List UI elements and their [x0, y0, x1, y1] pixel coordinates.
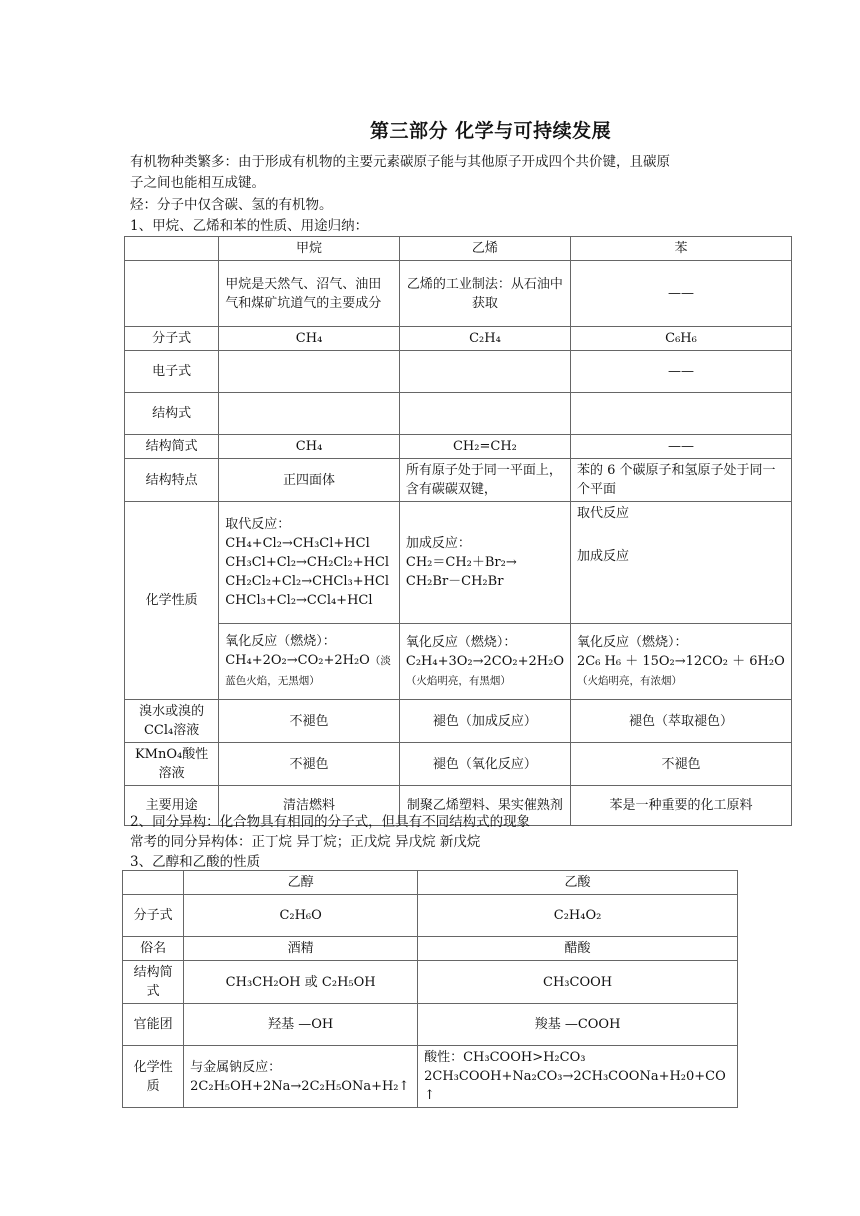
ethylene-addition	[399, 502, 570, 624]
ethylene-use: 制聚乙烯塑料、果实催熟剂	[399, 786, 570, 826]
benzene-oxidation	[570, 624, 791, 700]
ethylene-formula: C₂H₄	[399, 327, 570, 351]
alcohol-acid-table	[122, 870, 738, 1108]
acid-chem-eq: 2CH₃COOH+Na₂CO₃→2CH₃COONa+H₂0+CO	[424, 1069, 726, 1084]
intro-line-3: 烃：分子中仅含碳、氢的有机物。	[130, 197, 333, 213]
benzene-electron: ——	[570, 351, 791, 393]
methane-bromine: 不褪色	[219, 700, 400, 743]
header-ethanol: 乙醇	[184, 871, 418, 895]
ethanol-chem-title: 与金属钠反应：	[190, 1059, 282, 1075]
ethanol-common: 酒精	[184, 937, 418, 961]
ox-title: 氧化反应（燃烧）：	[225, 634, 336, 649]
benzene-structural	[570, 393, 791, 435]
methane-sub-eq: CH₄+Cl₂→CH₃Cl+HCl	[225, 536, 370, 551]
methane-sub-eq: CH₃Cl+Cl₂→CH₂Cl₂+HCl	[225, 555, 390, 570]
section2-line-1: 2、同分异构：化合物具有相同的分子式，但具有不同结构式的现象	[130, 814, 531, 830]
section2-line-2: 常考的同分异构体：正丁烷 异丁烷；正戊烷 异戊烷 新戊烷	[130, 834, 481, 850]
benzene-ox-eq: 2C₆ H₆ ＋ 15O₂→12CO₂ ＋ 6H₂O	[576, 653, 785, 669]
methane-use: 清洁燃料	[219, 786, 400, 826]
ox-title: 氧化反应（燃烧）：	[576, 634, 688, 650]
structural-label: 结构式	[125, 393, 219, 435]
methane-source: 甲烷是天然气、沼气、油田气和煤矿坑道气的主要成分	[219, 261, 400, 327]
acid-chem-title: 酸性：CH₃COOH>H₂CO₃	[424, 1050, 586, 1065]
kmno4-label: KMnO₄酸性溶液	[125, 743, 219, 786]
t2-simple-label: 结构简式	[123, 961, 184, 1004]
benzene-formula: C₆H₆	[570, 327, 791, 351]
benzene-substitution: 取代反应	[576, 506, 629, 521]
methane-ox-eq: CH₄+2O₂→CO₂+2H₂O	[225, 653, 370, 668]
ethanol-simple: CH₃CH₂OH 或 C₂H₅OH	[184, 961, 418, 1004]
ethylene-electron	[399, 351, 570, 393]
ethylene-kmno4: 褪色（氧化反应）	[399, 743, 570, 786]
acid-group: 羧基 —COOH	[418, 1004, 738, 1046]
methane-sub-title: 取代反应：	[225, 517, 291, 532]
intro-line-1: 有机物种类繁多：由于形成有机物的主要元素碳原子能与其他原子开成四个共价键，且碳原	[130, 154, 670, 170]
acid-simple: CH₃COOH	[418, 961, 738, 1004]
benzene-source: ——	[570, 261, 791, 327]
bromine-label: 溴水或溴的CCl₄溶液	[125, 700, 219, 743]
header-methane: 甲烷	[219, 237, 400, 261]
group-label: 官能团	[123, 1004, 184, 1046]
methane-sub-eq: CHCl₃+Cl₂→CCl₄+HCl	[225, 593, 373, 608]
header-empty	[123, 871, 184, 895]
header-ethylene: 乙烯	[399, 237, 570, 261]
ethylene-oxidation	[399, 624, 570, 700]
methane-structural	[219, 393, 400, 435]
formula-label: 分子式	[125, 327, 219, 351]
use-label: 主要用途	[125, 786, 219, 826]
ethylene-add-title: 加成反应：	[405, 536, 471, 551]
acid-formula: C₂H₄O₂	[418, 895, 738, 937]
acid-common: 醋酸	[418, 937, 738, 961]
header-benzene: 苯	[570, 237, 791, 261]
benzene-kmno4: 不褪色	[570, 743, 791, 786]
feature-label: 结构特点	[125, 459, 219, 502]
intro-line-4: 1、甲烷、乙烯和苯的性质、用途归纳：	[130, 218, 369, 234]
ethanol-chem-eq: 2C₂H₅OH+2Na→2C₂H₅ONa+H₂↑	[190, 1078, 410, 1094]
ethylene-add-eq: CH₂Br－CH₂Br	[405, 574, 504, 589]
acid-chem-eq-end: ↑	[424, 1088, 436, 1103]
header-acid: 乙酸	[418, 871, 738, 895]
ethanol-formula: C₂H₆O	[184, 895, 418, 937]
methane-electron	[219, 351, 400, 393]
section2-line-3: 3、乙醇和乙酸的性质	[130, 854, 261, 870]
methane-ox-note: （淡蓝色火焰，无黑烟）	[225, 655, 391, 687]
methane-formula: CH₄	[219, 327, 400, 351]
source-label	[125, 261, 219, 327]
ethylene-source: 乙烯的工业制法：从石油中获取	[399, 261, 570, 327]
methane-simple: CH₄	[219, 435, 400, 459]
ethylene-ox-note: （火焰明亮，有黑烟）	[405, 674, 511, 687]
methane-kmno4: 不褪色	[219, 743, 400, 786]
ethylene-add-eq: CH₂＝CH₂＋Br₂→	[405, 555, 517, 570]
benzene-reactions	[570, 502, 791, 624]
methane-sub-eq: CH₂Cl₂+Cl₂→CHCl₃+HCl	[225, 574, 390, 589]
ethylene-feature: 所有原子处于同一平面上，含有碳碳双键，	[399, 459, 570, 502]
acid-chem	[418, 1046, 738, 1108]
benzene-bromine: 褪色（萃取褪色）	[570, 700, 791, 743]
t2-formula-label: 分子式	[123, 895, 184, 937]
simple-label: 结构简式	[125, 435, 219, 459]
page-title: 第三部分 化学与可持续发展	[370, 120, 612, 142]
ethanol-chem	[184, 1046, 418, 1108]
benzene-simple: ——	[570, 435, 791, 459]
t2-chem-label: 化学性质	[123, 1046, 184, 1108]
common-name-label: 俗名	[123, 937, 184, 961]
hydrocarbon-table	[124, 236, 792, 826]
methane-feature: 正四面体	[219, 459, 400, 502]
intro-line-2: 子之间也能相互成键。	[130, 175, 265, 191]
methane-oxidation	[219, 624, 400, 700]
ethylene-structural	[399, 393, 570, 435]
benzene-feature: 苯的 6 个碳原子和氢原子处于同一个平面	[570, 459, 791, 502]
chem-label: 化学性质	[125, 502, 219, 700]
benzene-addition: 加成反应	[576, 549, 629, 564]
methane-substitution	[219, 502, 400, 624]
electron-label: 电子式	[125, 351, 219, 393]
ethylene-bromine: 褪色（加成反应）	[399, 700, 570, 743]
ethanol-group: 羟基 —OH	[184, 1004, 418, 1046]
benzene-use: 苯是一种重要的化工原料	[570, 786, 791, 826]
ethylene-simple: CH₂=CH₂	[399, 435, 570, 459]
header-empty	[125, 237, 219, 261]
benzene-ox-note: （火焰明亮，有浓烟）	[576, 674, 682, 687]
ox-title: 氧化反应（燃烧）：	[405, 634, 517, 650]
ethylene-ox-eq: C₂H₄+3O₂→2CO₂+2H₂O	[405, 653, 564, 669]
